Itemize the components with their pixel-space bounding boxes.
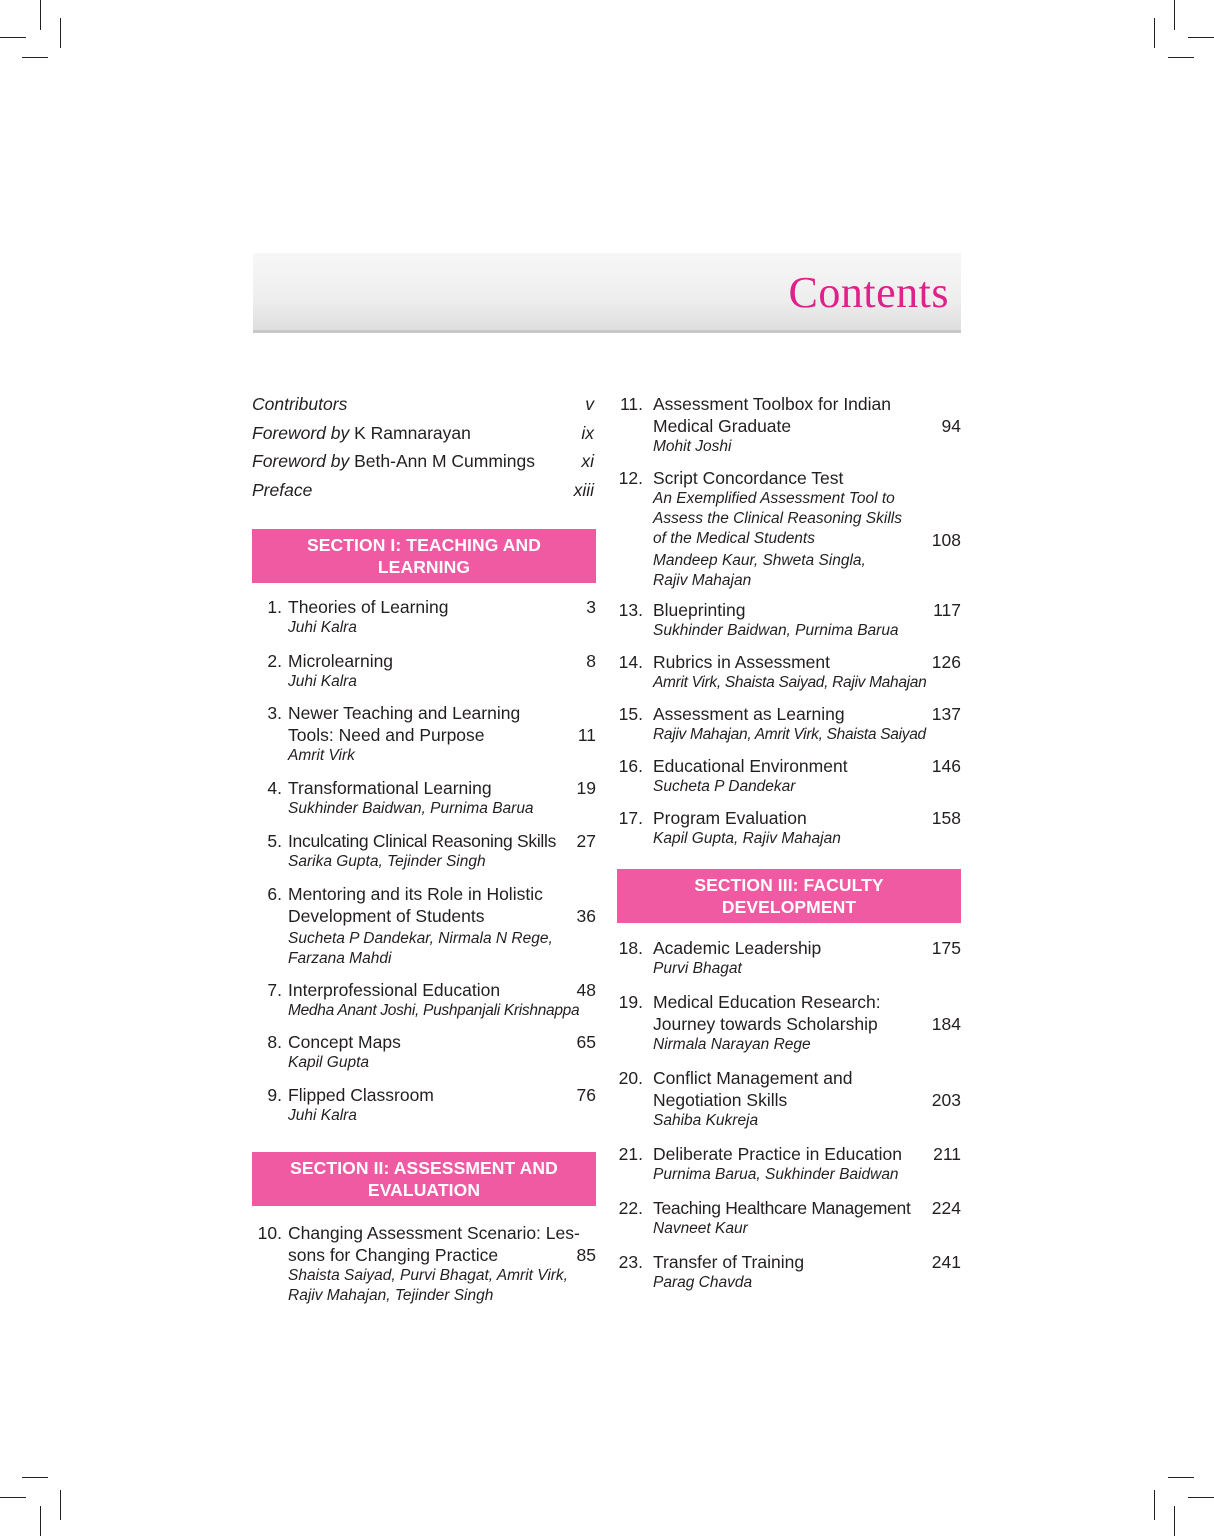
chapter-number: 9. — [267, 1085, 282, 1106]
toc-entry-13[interactable] — [617, 599, 961, 641]
chapter-page: 175 — [931, 938, 961, 958]
chapter-title: Academic Leadership — [653, 938, 822, 958]
chapter-title: Blueprinting — [653, 600, 746, 620]
chapter-number: 17. — [618, 808, 643, 828]
toc-entry-20[interactable] — [617, 1067, 961, 1131]
chapter-authors: Sucheta P Dandekar — [653, 778, 796, 795]
chapter-number: 11. — [619, 394, 643, 414]
front-matter-page: ix — [581, 422, 594, 443]
chapter-number: 22. — [618, 1198, 643, 1218]
chapter-title: Program Evaluation — [653, 808, 807, 828]
toc-entry-16[interactable] — [617, 755, 961, 797]
chapter-number: 13. — [618, 600, 643, 620]
chapter-title-cont: Development of Students — [288, 906, 485, 927]
chapter-page: 3 — [586, 597, 596, 618]
chapter-number: 3. — [267, 703, 282, 724]
toc-entry-23[interactable] — [617, 1251, 961, 1293]
chapter-title: Educational Environment — [653, 756, 848, 776]
chapter-title-cont: Medical Graduate — [653, 416, 792, 436]
chapter-authors: Purnima Barua, Sukhinder Baidwan — [653, 1166, 899, 1183]
toc-left-column — [252, 390, 596, 1306]
chapter-authors: Navneet Kaur — [653, 1220, 748, 1237]
crop-mark — [1168, 57, 1194, 58]
chapter-subtitle-cont: Assess the Clinical Reasoning Skills — [653, 510, 902, 527]
chapter-authors: Mohit Joshi — [653, 438, 732, 455]
front-matter-label-rest: K Ramnarayan — [349, 422, 471, 443]
front-matter-item[interactable] — [252, 476, 596, 505]
toc-entry-21[interactable] — [617, 1143, 961, 1185]
toc-entry-6[interactable] — [252, 883, 596, 969]
chapter-title: Newer Teaching and Learning — [288, 703, 521, 724]
crop-mark — [1188, 1497, 1214, 1498]
chapter-page: 11 — [577, 725, 596, 746]
front-matter-label: Preface — [252, 479, 313, 500]
chapter-authors: Sukhinder Baidwan, Purnima Barua — [288, 800, 534, 818]
toc-entry-18[interactable] — [617, 937, 961, 979]
toc-entry-7[interactable] — [252, 979, 596, 1021]
chapter-title: Teaching Healthcare Management — [653, 1198, 911, 1218]
chapter-page: 85 — [576, 1245, 596, 1266]
chapter-authors: Sucheta P Dandekar, Nirmala N Rege, — [288, 930, 553, 948]
chapter-page: 117 — [933, 600, 961, 620]
chapter-title: Transfer of Training — [653, 1252, 805, 1272]
chapter-authors: Sukhinder Baidwan, Purnima Barua — [653, 622, 899, 639]
chapter-number: 8. — [267, 1032, 282, 1053]
chapter-title: Rubrics in Assessment — [653, 652, 831, 672]
chapter-number: 7. — [267, 980, 282, 1001]
chapter-authors-cont: Farzana Mahdi — [288, 950, 392, 968]
chapter-authors-cont: Rajiv Mahajan — [653, 572, 752, 589]
crop-mark — [22, 57, 48, 58]
toc-entry-12[interactable] — [617, 467, 961, 591]
chapter-number: 2. — [267, 651, 282, 672]
chapter-title: Inculcating Clinical Reasoning Skills — [288, 831, 557, 852]
chapter-page: 203 — [931, 1090, 961, 1110]
section-heading-3: SECTION III: FACULTY DEVELOPMENT — [617, 869, 961, 923]
chapter-title: Theories of Learning — [288, 597, 449, 618]
chapter-page: 8 — [586, 651, 596, 672]
chapter-page: 27 — [576, 831, 596, 852]
chapter-subtitle-cont: of the Medical Students — [653, 530, 815, 547]
front-matter-item[interactable] — [252, 419, 596, 448]
chapter-number: 15. — [618, 704, 643, 724]
toc-entry-5[interactable] — [252, 830, 596, 872]
chapter-page: 108 — [931, 530, 961, 550]
chapter-title: Script Concordance Test — [653, 468, 844, 488]
crop-mark — [0, 1497, 26, 1498]
crop-mark — [60, 18, 61, 48]
chapter-title: Deliberate Practice in Education — [653, 1144, 903, 1164]
chapter-title-cont: sons for Changing Practice — [288, 1245, 499, 1266]
chapter-authors: Juhi Kalra — [288, 673, 357, 691]
toc-entry-9[interactable] — [252, 1084, 596, 1126]
chapter-page: 36 — [576, 906, 596, 927]
crop-mark — [1174, 0, 1175, 30]
chapter-page: 76 — [576, 1085, 596, 1106]
crop-mark — [40, 1506, 41, 1536]
chapter-number: 5. — [267, 831, 282, 852]
front-matter-page: xiii — [573, 479, 594, 500]
section-heading-2 — [252, 1152, 596, 1206]
chapter-authors: Medha Anant Joshi, Pushpanjali Krishnappa — [288, 1002, 580, 1020]
front-matter-label: Contributors — [252, 394, 348, 414]
crop-mark — [1168, 1477, 1194, 1478]
chapter-number: 19. — [618, 992, 643, 1012]
chapter-title: Changing Assessment Scenario: Les- — [288, 1223, 580, 1244]
toc-entry-8[interactable] — [252, 1031, 596, 1073]
chapter-title-cont: Journey towards Scholarship — [653, 1014, 878, 1034]
toc-entry-10[interactable] — [252, 1222, 596, 1306]
chapter-authors: Nirmala Narayan Rege — [653, 1036, 811, 1053]
chapter-title: Interprofessional Education — [288, 980, 501, 1001]
chapter-title-cont: Negotiation Skills — [653, 1090, 788, 1110]
chapter-authors: Amrit Virk, Shaista Saiyad, Rajiv Mahajan — [653, 674, 927, 691]
chapter-authors: Sarika Gupta, Tejinder Singh — [288, 853, 486, 871]
chapter-authors: Mandeep Kaur, Shweta Singla, — [653, 552, 866, 569]
toc-right-column — [617, 393, 961, 1293]
chapter-title: Assessment as Learning — [653, 704, 845, 724]
chapter-page: 158 — [931, 808, 961, 828]
chapter-authors: Juhi Kalra — [288, 1107, 357, 1125]
toc-entry-19[interactable] — [617, 991, 961, 1055]
chapter-number: 10. — [257, 1223, 282, 1244]
chapter-page: 146 — [931, 756, 961, 776]
chapter-authors: Parag Chavda — [653, 1274, 753, 1291]
chapter-title: Assessment Toolbox for Indian — [653, 394, 892, 414]
chapter-authors: Amrit Virk — [288, 747, 355, 765]
front-matter-page: v — [585, 394, 594, 414]
chapter-title: Concept Maps — [288, 1032, 401, 1053]
toc-entry-4[interactable] — [252, 777, 596, 819]
chapter-authors: Shaista Saiyad, Purvi Bhagat, Amrit Virk, — [288, 1267, 568, 1285]
chapter-page: 126 — [931, 652, 961, 672]
chapter-title: Microlearning — [288, 651, 394, 672]
chapter-number: 23. — [618, 1252, 643, 1272]
chapter-authors: Rajiv Mahajan, Amrit Virk, Shaista Saiyad — [653, 726, 926, 743]
crop-mark — [0, 37, 26, 38]
page-title: Contents — [788, 268, 949, 317]
chapter-subtitle: An Exemplified Assessment Tool to — [653, 490, 895, 507]
crop-mark — [1188, 37, 1214, 38]
chapter-number: 21. — [618, 1144, 643, 1164]
chapter-page: 241 — [931, 1252, 961, 1272]
chapter-page: 224 — [931, 1198, 961, 1218]
front-matter-item[interactable] — [252, 390, 596, 419]
crop-mark — [40, 0, 41, 30]
toc-entry-3[interactable] — [252, 702, 596, 766]
toc-entry-11[interactable] — [617, 393, 961, 457]
chapter-title-cont: Tools: Need and Purpose — [288, 725, 485, 746]
section-heading-line: EVALUATION — [367, 1180, 481, 1201]
chapter-page: 94 — [941, 416, 961, 436]
front-matter-label: Foreword by — [252, 422, 350, 443]
toc-entry-14[interactable] — [617, 651, 961, 693]
front-matter-label-rest: Beth-Ann M Cummings — [349, 451, 536, 472]
chapter-title: Transformational Learning — [288, 778, 492, 799]
front-matter-item[interactable] — [252, 447, 596, 476]
toc-entry-1[interactable] — [252, 596, 596, 638]
front-matter-label: Foreword by — [252, 451, 350, 472]
toc-entry-2[interactable] — [252, 650, 596, 692]
chapter-authors: Juhi Kalra — [288, 619, 357, 637]
toc-entry-22[interactable] — [617, 1197, 961, 1239]
header-band — [253, 253, 961, 333]
chapter-number: 1. — [267, 597, 282, 618]
chapter-page: 65 — [576, 1032, 596, 1053]
chapter-page: 48 — [576, 980, 596, 1001]
crop-mark — [1154, 18, 1155, 48]
chapter-title: Flipped Classroom — [288, 1085, 434, 1106]
chapter-authors: Kapil Gupta — [288, 1054, 369, 1072]
chapter-title: Conflict Management and — [653, 1068, 853, 1088]
chapter-number: 14. — [618, 652, 643, 672]
section-heading-line: SECTION II: ASSESSMENT AND — [290, 1158, 558, 1179]
chapter-number: 4. — [267, 778, 282, 799]
chapter-number: 12. — [618, 468, 643, 488]
chapter-page: 211 — [933, 1144, 961, 1164]
chapter-page: 184 — [931, 1014, 961, 1034]
chapter-authors: Kapil Gupta, Rajiv Mahajan — [653, 830, 841, 847]
chapter-number: 20. — [618, 1068, 643, 1088]
chapter-authors: Purvi Bhagat — [653, 960, 742, 977]
chapter-page: 137 — [931, 704, 961, 724]
front-matter — [252, 390, 596, 504]
crop-mark — [22, 1477, 48, 1478]
crop-mark — [60, 1490, 61, 1520]
chapter-title: Medical Education Research: — [653, 992, 881, 1012]
chapter-number: 18. — [618, 938, 643, 958]
chapter-authors: Sahiba Kukreja — [653, 1112, 759, 1129]
toc-entry-15[interactable] — [617, 703, 961, 745]
front-matter-page: xi — [581, 451, 594, 472]
section-heading-1: SECTION I: TEACHING AND LEARNING — [252, 529, 596, 583]
toc-entry-17[interactable] — [617, 807, 961, 849]
chapter-authors-cont: Rajiv Mahajan, Tejinder Singh — [288, 1287, 494, 1305]
crop-mark — [1154, 1490, 1155, 1520]
chapter-title: Mentoring and its Role in Holistic — [288, 884, 543, 905]
crop-mark — [1174, 1506, 1175, 1536]
chapter-number: 16. — [618, 756, 643, 776]
chapter-number: 6. — [267, 884, 282, 905]
chapter-page: 19 — [576, 778, 596, 799]
